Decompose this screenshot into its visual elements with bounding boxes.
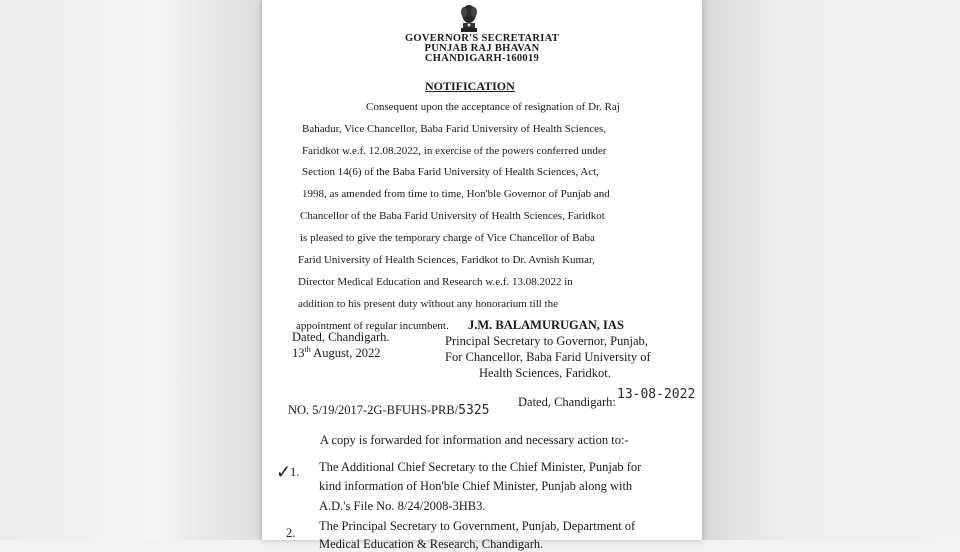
item-1-line: A.D.'s File No. 8/24/2008-3HB3. <box>319 499 486 513</box>
body-line: is pleased to give the temporary charge of Vice Chancellor of Baba <box>300 232 595 244</box>
item-2-line: Medical Education & Research, Chandigarh. <box>319 537 544 551</box>
dated-date <box>292 345 381 361</box>
body-line: Consequent upon the acceptance of resignation of Dr. Raj <box>366 101 620 113</box>
header-line-1: GOVERNOR'S SECRETARIAT <box>404 33 560 44</box>
item-2-line: The Principal Secretary to Government, Punjab, Department of <box>319 519 636 533</box>
body-line: Chancellor of the Baba Farid University of Health Sciences, Faridkot <box>300 210 605 222</box>
item-1-number: 1. <box>290 465 300 479</box>
reference-handwritten-date: 13-08-2022 <box>617 387 696 402</box>
page-title: NOTIFICATION <box>425 79 515 93</box>
body-line: 1998, as amended from time to time, Hon'ble Governor of Punjab and <box>302 188 610 200</box>
tick-mark-icon: ✓ <box>276 462 292 482</box>
left-background <box>0 0 262 540</box>
right-background <box>700 0 960 540</box>
reference-number <box>288 403 489 418</box>
dated-month-year: August, 2022 <box>310 346 381 361</box>
body-line: Faridkot w.e.f. 12.08.2022, in exercise of the powers conferred under <box>302 145 607 157</box>
state-emblem-icon <box>457 4 481 34</box>
reference-prefix: NO. 5/19/2017-2G-BFUHS-PRB/ <box>288 403 459 417</box>
header-line-3: CHANDIGARH-160019 <box>424 53 540 64</box>
header-line-2: PUNJAB RAJ BHAVAN <box>424 43 540 54</box>
copy-forward-line: A copy is forwarded for information and necessary action to:- <box>320 433 629 447</box>
item-1-line: kind information of Hon'ble Chief Minister, Punjab along with <box>319 479 633 493</box>
dated-place: Dated, Chandigarh. <box>292 330 390 344</box>
body-line: appointment of regular incumbent. <box>296 320 449 332</box>
notification-document <box>262 0 702 551</box>
body-line: Farid University of Health Sciences, Faridkot to Dr. Avnish Kumar, <box>298 254 595 266</box>
signatory-designation: Principal Secretary to Governor, Punjab, <box>445 334 648 348</box>
body-line: addition to his present duty without any honorarium till the <box>298 298 558 310</box>
reference-dated-label: Dated, Chandigarh: <box>518 395 616 409</box>
signatory-designation: For Chancellor, Baba Farid University of <box>445 350 651 364</box>
dated-suffix: th <box>304 345 311 354</box>
reference-handwritten-number: 5325 <box>458 403 490 418</box>
item-1-line: The Additional Chief Secretary to the Chief Minister, Punjab for <box>319 460 642 474</box>
body-line: Bahadur, Vice Chancellor, Baba Farid University of Health Sciences, <box>302 123 607 135</box>
signatory-name: J.M. BALAMURUGAN, IAS <box>468 318 624 332</box>
dated-day: 13 <box>292 346 305 361</box>
body-line: Section 14(6) of the Baba Farid University of Health Sciences, Act, <box>302 166 599 178</box>
body-line: Director Medical Education and Research w.e.f. 13.08.2022 in <box>298 276 573 288</box>
signatory-designation: Health Sciences, Faridkot. <box>479 366 611 380</box>
item-2-number: 2. <box>286 526 296 540</box>
